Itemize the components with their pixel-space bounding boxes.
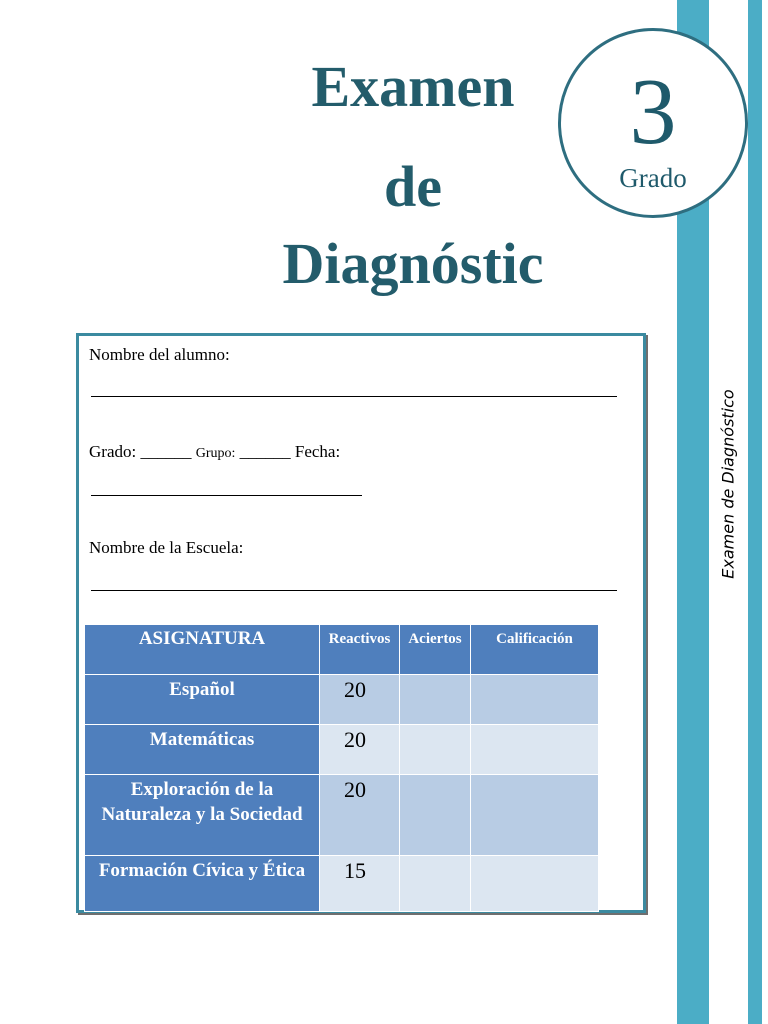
calificacion-cell[interactable] <box>471 856 599 912</box>
subject-cell: Español <box>85 675 320 725</box>
subjects-table <box>84 624 599 912</box>
reactivos-cell: 20 <box>320 675 400 725</box>
calificacion-cell[interactable] <box>471 725 599 775</box>
date-field-label: Fecha: <box>294 442 341 461</box>
aciertos-cell[interactable] <box>400 775 471 856</box>
table-row <box>85 856 599 912</box>
header-reactivos: Reactivos <box>320 625 400 675</box>
aciertos-cell[interactable] <box>400 856 471 912</box>
table-row <box>85 775 599 856</box>
grade-label: Grado <box>619 163 687 193</box>
student-name-line[interactable] <box>91 396 617 397</box>
group-field-label: Grupo: <box>195 446 236 461</box>
grade-field-label: Grado: <box>89 442 137 461</box>
school-name-line[interactable] <box>91 590 617 591</box>
calificacion-cell[interactable] <box>471 675 599 725</box>
group-blank[interactable]: ______ <box>239 442 291 461</box>
table-row <box>85 725 599 775</box>
grade-group-date-row <box>89 442 340 462</box>
header-calificacion: Calificación <box>471 625 599 675</box>
header-aciertos: Aciertos <box>400 625 471 675</box>
school-name-label: Nombre de la Escuela: <box>89 538 244 557</box>
grade-blank[interactable]: ______ <box>140 442 192 461</box>
title-line-2: de <box>384 154 442 219</box>
title-line-3: Diagnóstic <box>282 231 544 296</box>
calificacion-cell[interactable] <box>471 775 599 856</box>
subject-cell: Formación Cívica y Ética <box>85 856 320 912</box>
reactivos-cell: 20 <box>320 775 400 856</box>
subject-cell: Exploración de la Naturaleza y la Sociedad <box>85 775 320 856</box>
side-stripe-narrow <box>748 0 762 1024</box>
aciertos-cell[interactable] <box>400 725 471 775</box>
student-info-form <box>76 333 646 913</box>
grade-number: 3 <box>629 60 677 164</box>
reactivos-cell: 20 <box>320 725 400 775</box>
subject-cell: Matemáticas <box>85 725 320 775</box>
side-label: Examen de Diagnóstico <box>718 389 738 579</box>
table-row <box>85 675 599 725</box>
header-asignatura: ASIGNATURA <box>85 625 320 675</box>
student-name-label: Nombre del alumno: <box>89 345 230 364</box>
table-header-row <box>85 625 599 675</box>
date-line[interactable] <box>91 495 362 496</box>
reactivos-cell: 15 <box>320 856 400 912</box>
aciertos-cell[interactable] <box>400 675 471 725</box>
title-line-1: Examen <box>311 54 515 119</box>
